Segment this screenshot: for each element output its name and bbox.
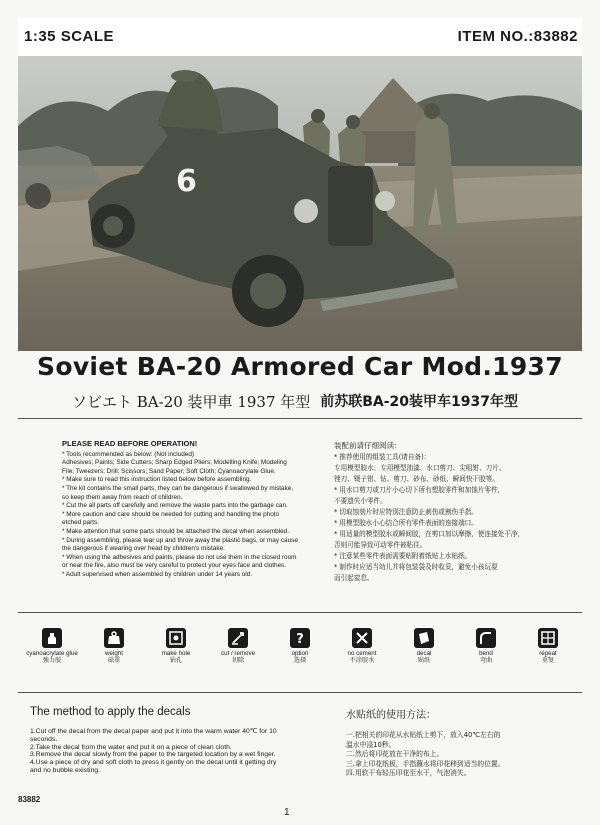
decal-method-english (30, 706, 330, 775)
operation-notes-chinese (334, 440, 560, 584)
note-line: * Make attention that some parts should be attached the decal when assembled. (62, 527, 290, 535)
decal-step: 2.Take the decal from the water and put it on a piece of clean cloth. (30, 743, 232, 751)
decal-method-chinese (346, 706, 586, 779)
divider (18, 692, 582, 693)
decal-step: 温水中浸10秒。 (346, 740, 396, 749)
note-line: * When using the adhesives and paints, please do not use them in the closed room (62, 553, 297, 561)
page-number: 1 (284, 807, 290, 818)
note-line: File; Tweezers; Drill; Scissors; Sand Paper; Soft Cloth; Cyanoacrylate Glue. (62, 467, 276, 475)
note-line: * 制作时应适当幼儿并将包装袋及时收妥，避免小孩玩耍 (334, 563, 498, 571)
decal-step: 4.Use a piece of dry and soft cloth to press it gently on the decal until it getting dry (30, 759, 277, 767)
vehicle-number: 6 (176, 164, 197, 199)
note-line: * 切取蚀刻片时应特别注意防止刺伤或割伤手指。 (334, 508, 478, 516)
note-line: * During assembling, please tear up and throw away the plastic bags, or may cause (62, 536, 298, 544)
decal-step: 三.拿上印花纸板，手指蘸水将印花移到适当的位置。 (346, 759, 505, 768)
note-line: the dangerous if wearing over head by children's mistake. (62, 545, 225, 553)
box-art-illustration (18, 56, 582, 351)
title-japanese: ソビエト BA-20 装甲車 1937 年型 (72, 393, 311, 411)
decal-icon (414, 628, 434, 648)
legend-item-no-cement: no cement 不涂胶水 (332, 628, 392, 676)
make-hole-icon (166, 628, 186, 648)
footer-item-code: 83882 (18, 795, 41, 804)
divider (18, 612, 582, 613)
note-line: 而引起窒息。 (334, 574, 374, 582)
option-icon (290, 628, 310, 648)
weight-icon (104, 628, 124, 648)
note-line: * 注意某些零件表面需要贴附着纸贴上水贴纸。 (334, 552, 472, 560)
cyanoacrylate-glue-icon (42, 628, 62, 648)
note-line: * 用模型胶水小心结合所有零件表面的连接端口。 (334, 519, 478, 527)
item-number: ITEM NO.:83882 (457, 28, 578, 45)
note-line: so keep them away from reach of children. (62, 493, 183, 501)
symbol-legend (22, 628, 578, 676)
decal-step: 1.Cut off the decal from the decal paper and put it into the warm water 40℃ for 10 (30, 728, 277, 735)
legend-item-bend: bend 弯曲 (456, 628, 516, 676)
note-line: etched parts. (62, 519, 99, 527)
divider (18, 418, 582, 419)
note-line: Adhesives; Paints; Side Cutters; Sharp Edged Pliers; Modelling Knife; Modeling (62, 459, 287, 467)
legend-item-cut-remove: cut / remove 切除 (208, 628, 268, 676)
note-line: * 推荐使用的组装工具(请自备)： (334, 453, 431, 461)
note-line: * Tools recommended as below: (Not included) (62, 450, 195, 458)
note-line: * 用适量的模型胶水或瞬间胶，在剪口加以摩擦，使连接处干净， (334, 530, 525, 538)
bend-icon (476, 628, 496, 648)
decal-heading-chinese: 水贴纸的使用方法： (346, 710, 436, 721)
note-line: * More caution and care should be needed for cutting and handling the photo (62, 510, 280, 518)
repeat-icon (538, 628, 558, 648)
operation-notes-english (62, 440, 324, 580)
note-line: * Make sure to read this instruction listed below before assembling. (62, 476, 252, 484)
decal-step: 四.用软干布轻压印花至水干，气泡消失。 (346, 769, 471, 777)
decal-step: 二.然后将印花放在干净的布上。 (346, 750, 444, 758)
legend-item-cyanoacrylate-glue: cyanoacrylate glue 強力胶 (22, 628, 82, 676)
note-line: * The kit contains the small parts, they can be dangerous if swallowed by mistake, (62, 484, 294, 492)
note-line: 否则可能导致可动零件被粘住。 (334, 541, 427, 549)
note-line: 不要遗失小零件。 (334, 497, 387, 505)
decal-step: and no bubble existing. (30, 766, 100, 774)
legend-item-make-hole: make hole 钻孔 (146, 628, 206, 676)
decal-step: 一.把相关的印花从水贴纸上剪下，放入40℃左右的 (346, 731, 501, 739)
title-chinese: 前苏联BA-20装甲车1937年型 (320, 394, 518, 410)
note-line: * Cut the all parts off carefully and remove the waste parts into the garbage can. (62, 502, 288, 510)
legend-item-decal: decal 贴纸 (394, 628, 454, 676)
no-cement-icon (352, 628, 372, 648)
title-english: Soviet BA-20 Armored Car Mod.1937 (37, 352, 563, 381)
cut-remove-icon (228, 628, 248, 648)
operation-heading-english: PLEASE READ BEFORE OPERATION! (62, 439, 198, 448)
legend-item-weight: weight 砝重 (84, 628, 144, 676)
note-line: 锉刀、镊子钳、钻、剪刀、砂布、砂纸、瞬间快干胶等。 (334, 475, 499, 483)
svg-text:?: ? (296, 632, 304, 646)
legend-item-option: ? option 选择 (270, 628, 330, 676)
note-line: 专用模型胶水、专用模型油漆、水口剪刀、尖咀钳、刀片、 (334, 464, 506, 472)
note-line: * Adult supervised when assembled by children under 14 years old. (62, 570, 253, 578)
operation-heading-chinese: 装配前请仔细阅读： (334, 441, 402, 450)
legend-item-repeat: repeat 重复 (518, 628, 578, 676)
decal-step: seconds. (30, 735, 58, 743)
note-line: or near the fire, also must be very careful to protect your eyes face and clothes. (62, 562, 287, 570)
decal-heading-english: The method to apply the decals (30, 706, 191, 718)
decal-step: 3.Remove the decal slowly from the paper to the targeted location by a wet finger. (30, 751, 276, 759)
note-line: * 用水口剪刀或刀片小心切下所有塑胶零件和加蚀片零件， (334, 486, 505, 494)
scale-label: 1:35 SCALE (24, 28, 115, 45)
